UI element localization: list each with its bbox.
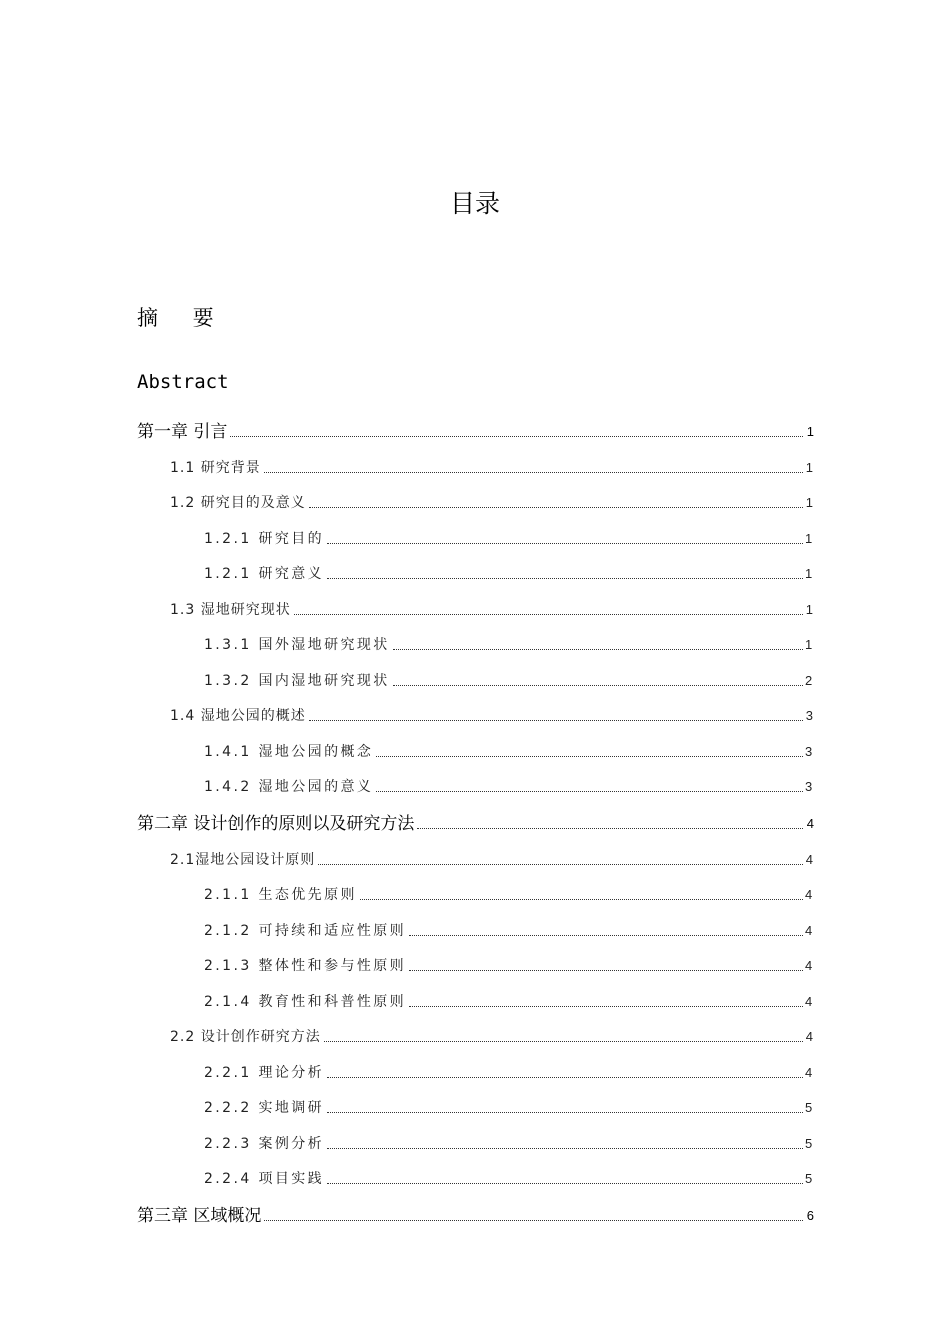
toc-entry-page: 1 <box>805 566 815 581</box>
toc-entry[interactable] <box>137 810 814 834</box>
dot-leader <box>327 1182 803 1184</box>
toc-entry-label: 1.1 研究背景 <box>170 460 261 476</box>
toc-entry-label: 1.3.2 国内湿地研究现状 <box>204 673 390 689</box>
dot-leader <box>417 827 803 829</box>
toc-entry[interactable] <box>170 1023 814 1047</box>
toc-entry-page: 4 <box>805 1065 815 1080</box>
toc-entry-page: 4 <box>805 958 815 973</box>
toc-entry-page: 1 <box>805 460 814 475</box>
dot-leader <box>324 1040 803 1042</box>
toc-entry-label: 1.2 研究目的及意义 <box>170 495 306 511</box>
toc-entry-label: 2.2.3 案例分析 <box>204 1136 325 1152</box>
toc-entry[interactable] <box>170 454 814 478</box>
dot-leader <box>393 684 803 686</box>
toc-entry-page: 1 <box>805 495 814 510</box>
dot-leader <box>327 577 803 579</box>
toc-entry[interactable] <box>204 1094 814 1118</box>
dot-leader <box>230 435 803 437</box>
page-title: 目录 <box>449 189 500 218</box>
toc-entry[interactable] <box>204 525 814 549</box>
abstract-cn-heading: 摘 要 <box>137 306 228 330</box>
dot-leader <box>318 863 803 865</box>
dot-leader <box>327 542 803 544</box>
dot-leader <box>309 719 803 721</box>
toc-entry-page: 3 <box>805 779 815 794</box>
toc-entry-page: 3 <box>805 744 815 759</box>
toc-entry-label: 2.1.4 教育性和科普性原则 <box>204 994 407 1010</box>
toc-entry[interactable] <box>204 1130 814 1154</box>
toc-entry[interactable] <box>204 773 814 797</box>
toc-entry-label: 2.1湿地公园设计原则 <box>170 852 316 868</box>
toc-entry-label: 2.2 设计创作研究方法 <box>170 1029 321 1045</box>
toc-entry-page: 5 <box>805 1171 815 1186</box>
toc-entry-page: 1 <box>805 531 815 546</box>
toc-entry-label: 2.1.1 生态优先原则 <box>204 887 357 903</box>
toc-entry-page: 4 <box>805 923 815 938</box>
toc-entry-label: 2.2.1 理论分析 <box>204 1065 325 1081</box>
toc-entry-page: 3 <box>805 708 814 723</box>
toc-entry-label: 2.2.4 项目实践 <box>204 1171 325 1187</box>
toc-entry-label: 第二章 设计创作的原则以及研究方法 <box>137 814 415 834</box>
dot-leader <box>360 898 803 900</box>
dot-leader <box>393 648 803 650</box>
toc-entry-page: 1 <box>805 602 814 617</box>
toc-entry-page: 4 <box>805 852 814 867</box>
abstract-en-heading: Abstract <box>137 371 229 393</box>
dot-leader <box>327 1147 803 1149</box>
dot-leader <box>376 790 803 792</box>
toc-entry[interactable] <box>204 738 814 762</box>
toc-entry-label: 1.3.1 国外湿地研究现状 <box>204 637 390 653</box>
toc-entry-label: 1.3 湿地研究现状 <box>170 602 291 618</box>
toc-entry[interactable] <box>204 1059 814 1083</box>
toc-entry[interactable] <box>137 1202 814 1226</box>
toc-entry[interactable] <box>204 952 814 976</box>
toc-entry[interactable] <box>170 596 814 620</box>
toc-entry-page: 1 <box>806 424 814 439</box>
dot-leader <box>327 1076 803 1078</box>
dot-leader <box>264 471 803 473</box>
toc-entry[interactable] <box>204 560 814 584</box>
dot-leader <box>264 1219 803 1221</box>
toc-entry-label: 1.2.1 研究目的 <box>204 531 325 547</box>
toc-entry-page: 4 <box>805 887 815 902</box>
dot-leader <box>376 755 803 757</box>
toc-entry-label: 1.2.1 研究意义 <box>204 566 325 582</box>
toc-entry[interactable] <box>137 418 814 442</box>
toc-entry-page: 5 <box>805 1100 815 1115</box>
toc-entry-label: 1.4 湿地公园的概述 <box>170 708 306 724</box>
dot-leader <box>409 1005 803 1007</box>
toc-entry[interactable] <box>204 1165 814 1189</box>
dot-leader <box>409 969 803 971</box>
toc-entry-page: 4 <box>805 994 815 1009</box>
toc-entry-page: 2 <box>805 673 815 688</box>
toc-entry[interactable] <box>170 489 814 513</box>
toc-entry-label: 2.2.2 实地调研 <box>204 1100 325 1116</box>
toc-entry[interactable] <box>170 846 814 870</box>
dot-leader <box>294 613 803 615</box>
toc-entry[interactable] <box>204 881 814 905</box>
dot-leader <box>327 1111 803 1113</box>
toc-entry-label: 1.4.2 湿地公园的意义 <box>204 779 374 795</box>
toc-entry-label: 2.1.3 整体性和参与性原则 <box>204 958 407 974</box>
dot-leader <box>409 934 803 936</box>
toc-entry[interactable] <box>204 631 814 655</box>
toc-entry-page: 1 <box>805 637 815 652</box>
toc-entry[interactable] <box>170 702 814 726</box>
toc-entry-label: 第一章 引言 <box>137 422 228 442</box>
toc-entry-label: 2.1.2 可持续和适应性原则 <box>204 923 407 939</box>
toc-entry[interactable] <box>204 667 814 691</box>
toc-entry[interactable] <box>204 917 814 941</box>
toc-entry-label: 1.4.1 湿地公园的概念 <box>204 744 374 760</box>
toc-entry-page: 4 <box>805 1029 814 1044</box>
toc-entry[interactable] <box>204 988 814 1012</box>
toc-entry-page: 5 <box>805 1136 815 1151</box>
toc-entry-page: 6 <box>806 1208 814 1223</box>
dot-leader <box>309 506 803 508</box>
toc-entry-page: 4 <box>806 816 814 831</box>
toc-entry-label: 第三章 区域概况 <box>137 1206 262 1226</box>
